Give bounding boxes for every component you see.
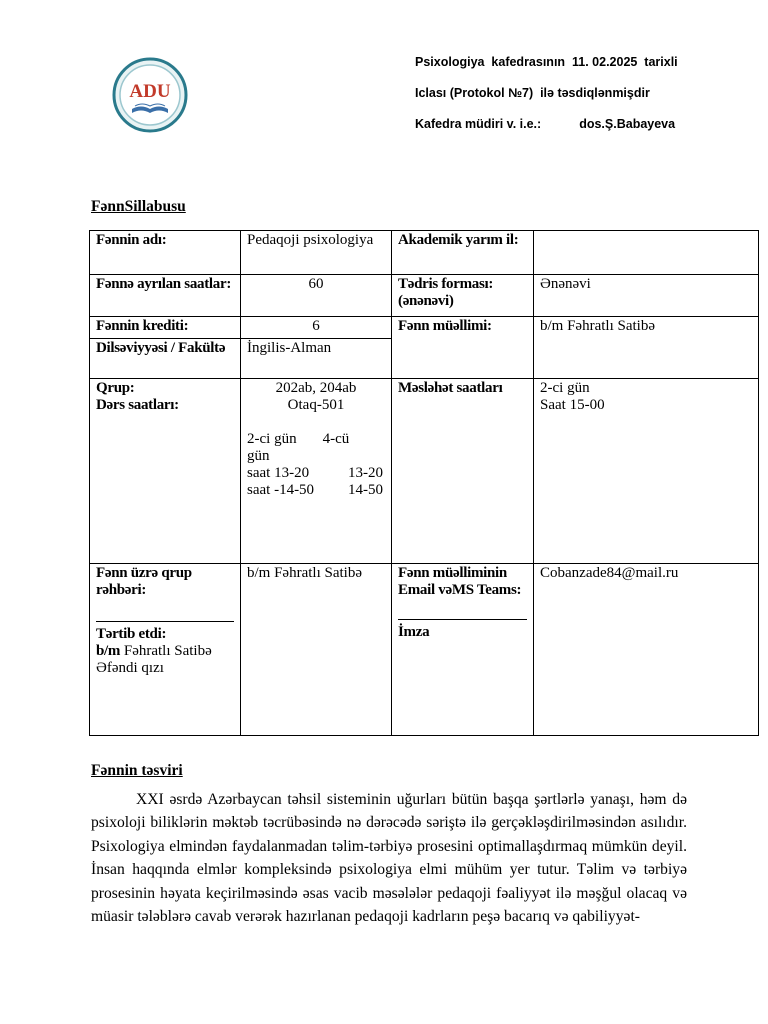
approval-line-3 bbox=[415, 115, 705, 146]
teacher-label: Fənn müəllimi: bbox=[392, 317, 534, 379]
group-lead-value: b/m Fəhratlı Satibə bbox=[241, 564, 392, 736]
table-row bbox=[90, 275, 759, 317]
hours-label: Fənnə ayrılan saatlar: bbox=[90, 275, 241, 317]
email-label: Fənn müəlliminin Email vəMS Teams: bbox=[398, 565, 522, 598]
email-value: Cobanzade84@mail.ru bbox=[534, 564, 759, 736]
schedule-time2-b: 14-50 bbox=[348, 482, 383, 498]
group-lead-label: Fənn üzrə qrup rəhbəri: bbox=[96, 565, 192, 598]
head-of-dept-label: Kafedra müdiri v. i.e.: bbox=[415, 117, 542, 131]
signature-label: İmza bbox=[398, 624, 430, 640]
credit-value: 6 bbox=[241, 317, 392, 339]
email-label-cell bbox=[392, 564, 534, 736]
description-title: Fənnin təsviri bbox=[91, 762, 183, 779]
table-row bbox=[90, 317, 759, 339]
course-name-value: Pedaqoji psixologiya bbox=[241, 231, 392, 275]
logo-text: ADU bbox=[129, 81, 171, 102]
compiled-prefix: b/m bbox=[96, 643, 121, 659]
schedule-day-a: 2-ci gün bbox=[247, 431, 297, 447]
room-value: Otaq-501 bbox=[287, 397, 345, 413]
approval-note bbox=[415, 53, 705, 146]
syllabus-title: FənnSillabusu bbox=[91, 198, 186, 215]
compiled-label: Tərtib etdi: bbox=[96, 626, 167, 642]
language-faculty-value: İngilis-Alman bbox=[241, 339, 392, 379]
approval-line-2: Iclası (Protokol №7) ilə təsdiqlənmişdir bbox=[415, 86, 650, 100]
course-name-label: Fənnin adı: bbox=[90, 231, 241, 275]
consult-cell bbox=[534, 379, 759, 564]
compiled-name-line bbox=[96, 643, 234, 660]
table-row bbox=[90, 231, 759, 275]
consult-label: Məsləhət saatları bbox=[392, 379, 534, 564]
group-label: Qrup: bbox=[96, 380, 135, 396]
table-row bbox=[90, 564, 759, 736]
consult-day: 2-ci gün bbox=[540, 380, 590, 396]
consult-time: Saat 15-00 bbox=[540, 397, 605, 413]
teacher-value: b/m Fəhratlı Satibə bbox=[534, 317, 759, 379]
signature-line bbox=[398, 619, 527, 620]
group-value: 202ab, 204ab bbox=[275, 380, 357, 396]
schedule-day-b: 4-cü bbox=[322, 431, 350, 447]
adu-logo bbox=[112, 57, 188, 133]
semester-label: Akademik yarım il: bbox=[392, 231, 534, 275]
description-text: XXI əsrdə Azərbaycan təhsil sisteminin uğurları bütün başqa şərtlərlə yanaşı, həm də psixoloji biliklərin məktəb təcrübəsində nə dərəcədə səriştə ilə gerçəkləşdirilməsindən asılıdır. Psixologiya elmindən faydalanmadan təlim-tərbiyə prosesini optimallaşdırmaq mümkün deyil. İnsan haqqında elmlər kompleksində psixologiya elmi mühüm yer tutur. Təlim və tərbiyə prosesinin həyata keçirilməsində əsas vacib məsələlər pedaqoji fəaliyyət ilə məşğul olacaq və müasir tələblərə cavab verərək hazırlanan pedaqoji kadrların peşə bacarıq və qabiliyyət- bbox=[91, 791, 687, 926]
signature-line bbox=[96, 621, 234, 622]
group-lead-cell bbox=[90, 564, 241, 736]
schedule bbox=[247, 431, 385, 499]
schedule-time2-a: saat -14-50 bbox=[247, 482, 315, 498]
schedule-time1-a: saat 13-20 bbox=[247, 465, 310, 481]
signatory-name: dos.Ş.Babayeva bbox=[579, 117, 676, 131]
schedule-day-b-cont: gün bbox=[247, 448, 270, 464]
compiled-name-2: Əfəndi qızı bbox=[96, 660, 164, 676]
group-cell bbox=[90, 379, 241, 564]
lesson-hours-label: Dərs saatları: bbox=[96, 397, 179, 413]
hours-value: 60 bbox=[241, 275, 392, 317]
semester-value bbox=[534, 231, 759, 275]
form-label: Tədris forması: (ənənəvi) bbox=[392, 275, 534, 317]
compiled-name: Fəhratlı Satibə bbox=[120, 643, 212, 659]
description-body bbox=[91, 788, 687, 928]
approval-line-1: Psixologiya kafedrasının 11. 02.2025 tarixli bbox=[415, 55, 678, 69]
table-row bbox=[90, 379, 759, 564]
credit-label: Fənnin krediti: bbox=[90, 317, 241, 339]
language-faculty-label: Dilsəviyyəsi / Fakültə bbox=[90, 339, 241, 379]
schedule-time1-b: 13-20 bbox=[348, 465, 383, 481]
syllabus-table bbox=[89, 230, 759, 736]
group-schedule-cell bbox=[241, 379, 392, 564]
form-value: Ənənəvi bbox=[534, 275, 759, 317]
